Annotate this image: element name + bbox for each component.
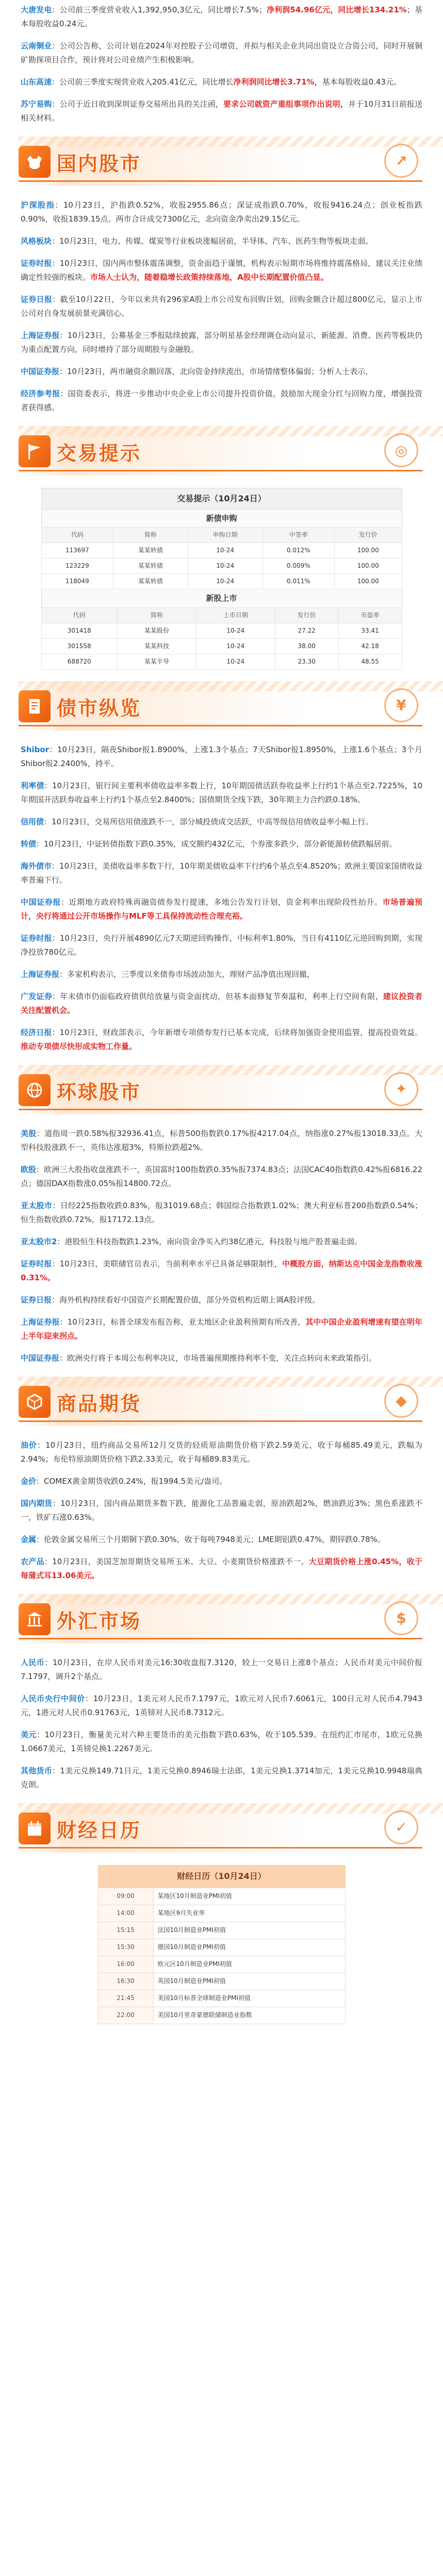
calendar-time: 09:00 [98, 1888, 153, 1905]
news-highlight: 中概股方面，纳斯达克中国金龙指数收涨0.31%。 [21, 1259, 422, 1282]
news-text: ：10月23日，美联储官员表示，当前利率水平已具备足够限制性， [52, 1259, 282, 1268]
globe-icon [19, 1074, 51, 1106]
news-text: ：海外机构持续看好中国资产长期配置价值，部分外资机构近期上调A股评级。 [52, 1295, 320, 1304]
table-cell: 33.41 [338, 623, 402, 638]
news-tag: 信用债 [21, 817, 44, 826]
news-tag: Shibor [21, 744, 50, 754]
table-header-cell: 简称 [117, 607, 196, 623]
flag-icon [19, 435, 51, 467]
section-title: 财经日历 [57, 1819, 142, 1842]
table-cell: 27.22 [275, 623, 338, 638]
calendar-event: 欧元区10月制造业PMI初值 [153, 1956, 345, 1973]
news-text: ：10月23日，美国芝加哥期货交易所玉米、大豆、小麦期货价格涨跌不一。 [44, 1556, 309, 1566]
news-tag: 经济参考报 [21, 389, 60, 398]
calendar-time: 21:45 [98, 1990, 153, 2007]
news-tag: 经济日报 [21, 1027, 52, 1037]
table-cell: 688720 [41, 654, 117, 669]
table-cell: 113697 [41, 543, 113, 558]
table-header-cell: 发行价 [275, 607, 338, 623]
document-icon [19, 690, 51, 722]
news-text: ：10月23日，银行间主要利率债收益率多数上行，10年期国债活跃券收益率上行约1个基点至2.7225%，10年期国开活跃券收益率上行约1个基点至2.8400%；国债期货全线下跌，30年期主力合约跌0.18%。 [21, 781, 422, 804]
news-text: ：10月23日，衡量美元对六种主要货币的美元指数下跌0.63%，收于105.539。在纽约汇市尾市，1欧元兑换1.0667美元，1英镑兑换1.2267美元。 [21, 1730, 422, 1753]
news-text: ：10月23日，隔夜Shibor报1.8900%，上涨1.3个基点；7天Shibor报1.8950%，上涨1.6个基点；3个月Shibor报2.2400%，持平。 [21, 744, 422, 768]
news-text: 基本每股收益0.43元。 [322, 77, 401, 87]
a_stock-paragraph [0, 365, 443, 379]
global-paragraph [0, 1127, 443, 1155]
section-header-fx [0, 1594, 443, 1643]
header-stripe [19, 1594, 443, 1604]
bond-paragraph [0, 859, 443, 887]
news-text: ：10月23日，电力、传媒、煤炭等行业板块涨幅居前，半导体、汽车、医药生物等板块走弱。 [52, 236, 373, 246]
news-tag: 金价 [21, 1476, 37, 1486]
header-stripe [19, 1803, 443, 1814]
calendar-time: 16:30 [98, 1973, 153, 1990]
news-tag: 油价 [21, 1440, 38, 1450]
table-cell: 118049 [41, 574, 113, 589]
news-text: ：10月23日，标普全球发布报告称，亚太地区企业盈利预期有所改善， [59, 1317, 306, 1327]
news-text: ：多家机构表示，三季度以来债券市场波动加大，理财产品净值出现回撤， [59, 969, 315, 979]
news-text: ：欧洲三大股指收盘涨跌不一，英国富时100指数跌0.35%报7374.83点；法国CAC40指数跌0.42%报6816.22点；德国DAX指数涨0.05%报14800.72点。 [21, 1164, 422, 1188]
news-highlight: 市场人士认为，随着稳增长政策持续落地，A股中长期配置价值凸显。 [90, 273, 329, 282]
a_stock-paragraph [0, 234, 443, 248]
news-text: ：COMEX黄金期货收跌0.24%，报1994.5美元/盎司。 [36, 1476, 227, 1486]
global-paragraph [0, 1293, 443, 1307]
section-title: 外汇市场 [57, 1609, 142, 1633]
cube-icon [19, 1386, 51, 1418]
news-tag: 风格板块 [21, 236, 52, 246]
news-text: ：日经225指数收跌0.83%，报31019.68点；韩国综合指数跌1.02%；澳大利亚标普200指数跌0.54%；恒生指数收跌0.72%，报17172.13点。 [21, 1200, 422, 1224]
news-text: ：10月23日，纽约商品交易所12月交货的轻质原油期货价格下跌2.59美元，收于每桶85.49美元，跌幅为2.94%；布伦特原油期货价格下跌2.33美元，收于每桶89.83美元。 [21, 1440, 422, 1464]
commodity-paragraph [0, 1438, 443, 1466]
news-tag: 大唐发电 [21, 5, 52, 14]
table-header-cell: 申购日期 [188, 528, 262, 543]
finance-calendar [98, 1865, 346, 2024]
header-stripe [19, 426, 443, 436]
decor-circle-icon: ✦ [384, 1072, 418, 1106]
news-tag: 中国证券报 [21, 1353, 60, 1363]
news-tag: 亚太股市 [21, 1200, 53, 1210]
calendar-time: 22:00 [98, 2007, 153, 2024]
news-text: ：公司前三季度实现营业收入205.41亿元，同比增长 [52, 77, 234, 87]
table-row [41, 574, 402, 589]
fx-paragraph [0, 1656, 443, 1684]
commodity-paragraph [0, 1475, 443, 1488]
decor-circle-icon: ✓ [384, 1810, 418, 1844]
news-text: ：年末债市仍面临政府债供给放量与资金面扰动，但基本面修复节奏温和，利率上行空间有限， [52, 991, 383, 1001]
news-tag: 农产品 [21, 1556, 44, 1566]
decor-circle-icon: $ [384, 1601, 418, 1635]
header-line [19, 1847, 422, 1849]
section-header-bond [0, 681, 443, 731]
fx-paragraph [0, 1728, 443, 1756]
table-header-cell: 简称 [113, 528, 188, 543]
new-listing-title: 新股上市 [41, 589, 402, 607]
news-highlight: 其中中国企业盈利增速有望在明年上半年迎来拐点。 [21, 1317, 422, 1341]
news-text: ：伦敦金属交易所三个月期铜下跌0.30%，收于每吨7948美元；LME期铝跌0.47%，期锌跌0.78%。 [36, 1534, 385, 1544]
news-tag: 证券日报 [21, 295, 53, 304]
table-header-cell: 市盈率 [338, 607, 402, 623]
table-cell: 10-24 [188, 558, 262, 574]
news-tag: 其他货币 [21, 1766, 53, 1775]
table-row [41, 638, 402, 654]
trade-tip-table [41, 488, 402, 670]
global-news [0, 1127, 443, 1365]
news-text: ：10月23日，国内两市整体震荡调整，资金面趋于谨慎，机构表示短期市场将维持震荡格局，建议关注业绩确定性较强的板块。 [21, 259, 422, 282]
section-title: 交易提示 [57, 442, 142, 465]
news-tag: 证券时报 [21, 1259, 52, 1268]
table-row [41, 623, 402, 638]
header-stripe [19, 1065, 443, 1075]
opening-paragraph [0, 97, 443, 125]
news-tag: 人民币央行中间价 [21, 1693, 86, 1703]
commodity-paragraph [0, 1555, 443, 1583]
table-row [41, 558, 402, 574]
bond-paragraph [0, 743, 443, 771]
table-cell: 100.00 [334, 543, 402, 558]
news-tag: 上海证券报 [21, 1317, 60, 1327]
news-tag: 山东高速 [21, 77, 52, 87]
news-text: ：10月23日，沪指跌0.52%，收报2955.86点；深证成指跌0.70%，收报9416.24点；创业板指跌0.90%，收报1839.15点。两市合计成交7300亿元，北向资金净卖出29.15亿元。 [21, 200, 422, 224]
header-line [19, 180, 422, 182]
bond-paragraph [0, 815, 443, 829]
table-cell: 10-24 [196, 638, 275, 654]
news-tag: 苏宁易购 [21, 99, 52, 109]
bond-paragraph [0, 1026, 443, 1054]
table-header-cell: 代码 [41, 607, 117, 623]
news-text: ：10月23日，财政部表示，今年新增专项债券发行已基本完成，后续将加强资金使用监管，提高投资效益。 [52, 1027, 422, 1037]
header-line [19, 1638, 422, 1639]
section-title: 国内股市 [57, 152, 142, 175]
table-cell: 0.012% [262, 543, 334, 558]
opening-paragraph [0, 39, 443, 67]
a-stock-news [0, 198, 443, 415]
calendar-time: 15:15 [98, 1922, 153, 1939]
table-cell: 301418 [41, 623, 117, 638]
calendar-title: 财经日历（10月24日） [98, 1865, 346, 1888]
table-cell: 10-24 [188, 543, 262, 558]
news-text: ：10月23日，中证转债指数下跌0.35%，成交额约432亿元，个券涨多跌少，部分新能源转债跌幅居前。 [36, 839, 397, 849]
news-tag: 海外债市 [21, 861, 52, 871]
fx-paragraph [0, 1764, 443, 1792]
header-line [19, 1109, 422, 1110]
global-paragraph [0, 1199, 443, 1227]
bull-icon [19, 146, 51, 178]
calendar-event: 法国10月制造业PMI初值 [153, 1922, 345, 1939]
opening-paragraph [0, 3, 443, 31]
table-cell: 48.55 [338, 654, 402, 669]
global-paragraph [0, 1235, 443, 1249]
news-text: ：国资委表示，将进一步推动中央企业上市公司提升投资价值，鼓励加大现金分红与回购力度，增强投资者获得感。 [21, 389, 422, 412]
news-text: ：公司前三季度营业收入1,392,950,3亿元，同比增长7.5%； [52, 5, 267, 14]
news-text: ：10月23日，美债收益率多数下行，10年期美债收益率下行约6个基点至4.8520%；欧洲主要国家国债收益率普遍下行。 [21, 861, 422, 885]
commodity-paragraph [0, 1497, 443, 1524]
section-title: 债市纵览 [57, 697, 142, 720]
opening-news [0, 0, 443, 125]
news-text: ：公司于近日收到深圳证券交易所出具的关注函， [52, 99, 224, 109]
bond-news [0, 743, 443, 1054]
news-tag: 国内期货 [21, 1498, 53, 1508]
a_stock-paragraph [0, 257, 443, 284]
calendar-row [98, 1956, 345, 1973]
table-header-cell: 发行价 [334, 528, 402, 543]
table-cell: 123229 [41, 558, 113, 574]
news-text: ：截至10月22日，今年以来共有296家A股上市公司发布回购计划，回购金额合计超过800亿元，显示上市公司对自身发展前景充满信心。 [21, 295, 422, 318]
global-paragraph [0, 1257, 443, 1285]
bond-paragraph [0, 895, 443, 923]
table-row [41, 654, 402, 669]
a_stock-paragraph [0, 329, 443, 357]
new-listing-table [41, 607, 402, 670]
news-text: ：近期地方政府特殊再融资债券发行提速，多地公告发行计划，资金利率出现阶段性抬升。 [60, 897, 383, 907]
calendar-event: 某地区9月失业率 [153, 1905, 345, 1922]
news-text: ：10月23日，两市融资余额回落，北向资金持续流出，市场情绪整体偏弱；分析人士表示， [59, 367, 373, 376]
section-header-global [0, 1065, 443, 1114]
news-text: ：10月23日，1美元对人民币7.1797元，1欧元对人民币7.6061元，100日元对人民币4.7943元，1港元对人民币0.91763元，1英镑对人民币8.7312元。 [21, 1693, 422, 1717]
news-tag: 证券时报 [21, 259, 52, 268]
calendar-time: 16:00 [98, 1956, 153, 1973]
news-tag: 云南铜业 [21, 41, 52, 50]
news-text: ；基本每股收益0.24元。 [21, 5, 422, 28]
news-tag: 广发证券 [21, 991, 53, 1001]
header-line [19, 725, 422, 726]
a_stock-paragraph [0, 293, 443, 320]
news-tag: 中国证券报 [21, 897, 61, 907]
bond-paragraph [0, 837, 443, 851]
header-line [19, 470, 422, 471]
section-header-a-stock [0, 137, 443, 186]
decor-circle-icon: ◆ [384, 1384, 418, 1418]
table-cell: 0.011% [262, 574, 334, 589]
calendar-event: 英国10月制造业PMI初值 [153, 1973, 345, 1990]
calendar-event: 德国10月制造业PMI初值 [153, 1939, 345, 1956]
commodity-paragraph [0, 1533, 443, 1547]
news-tag: 中国证券报 [21, 367, 60, 376]
table-cell: 某某科技 [117, 638, 196, 654]
bank-icon [19, 1603, 51, 1635]
global-paragraph [0, 1163, 443, 1191]
calendar-table [98, 1888, 346, 2024]
table-cell: 100.00 [334, 558, 402, 574]
table-cell: 某某转债 [113, 558, 188, 574]
table-row [41, 543, 402, 558]
bond-paragraph [0, 968, 443, 981]
trade-table-title: 交易提示（10月24日） [41, 488, 402, 510]
header-line [19, 1420, 422, 1422]
section-title: 商品期货 [57, 1392, 142, 1415]
news-text: 并于10月31日前报送相关材料。 [21, 99, 422, 123]
header-stripe [19, 1377, 443, 1387]
section-title: 环球股市 [57, 1080, 142, 1104]
calendar-row [98, 1973, 345, 1990]
news-tag: 美元 [21, 1730, 37, 1739]
calendar-row [98, 2007, 345, 2024]
news-tag: 沪深股指 [21, 200, 55, 210]
fx-news [0, 1656, 443, 1792]
opening-paragraph [0, 75, 443, 89]
table-header-cell: 代码 [41, 528, 113, 543]
news-tag: 金属 [21, 1534, 37, 1544]
news-highlight: 大豆期货价格上涨0.45%，收于每蒲式耳13.06美元。 [21, 1556, 422, 1580]
table-cell: 某某股份 [117, 623, 196, 638]
news-text: ：10月23日，央行开展4890亿元7天期逆回购操作，中标利率1.80%，当日有4110亿元逆回购到期，实现净投放780亿元。 [21, 933, 422, 957]
news-highlight: 推动专项债尽快形成实物工作量。 [21, 1041, 137, 1051]
table-cell: 某某转债 [113, 543, 188, 558]
news-tag: 美股 [21, 1128, 37, 1138]
table-cell: 100.00 [334, 574, 402, 589]
table-cell: 10-24 [196, 654, 275, 669]
new-bond-title: 新债申购 [41, 510, 402, 527]
table-header-cell: 中签率 [262, 528, 334, 543]
fx-paragraph [0, 1692, 443, 1720]
decor-circle-icon: ↗ [384, 144, 418, 178]
news-text: ：10月23日，国内商品期货多数下跌，能源化工品普遍走弱，原油跌超2%，燃油跌近3%；黑色系涨跌不一，铁矿石涨0.63%。 [21, 1498, 422, 1522]
calendar-event: 某地区10月制造业PMI初值 [153, 1888, 345, 1905]
calendar-icon [19, 1812, 51, 1844]
news-highlight: 市场普遍预计，央行将通过公开市场操作与MLF等工具保持流动性合理充裕。 [21, 897, 422, 921]
table-cell: 10-24 [188, 574, 262, 589]
bond-paragraph [0, 779, 443, 807]
calendar-event: 美国10月里奇蒙德联储制造业指数 [153, 2007, 345, 2024]
news-tag: 亚太股市2 [21, 1236, 57, 1246]
news-text: 净利润同比增长3.71%， [233, 77, 322, 87]
bond-paragraph [0, 990, 443, 1018]
calendar-row [98, 1905, 345, 1922]
bond-paragraph [0, 931, 443, 959]
table-cell: 301558 [41, 638, 117, 654]
table-cell: 38.00 [275, 638, 338, 654]
news-text: ：10月23日，交易所信用债涨跌不一，部分城投债成交活跃，中高等级信用债收益率小幅上行。 [44, 817, 373, 826]
section-header-trade [0, 426, 443, 476]
calendar-row [98, 1990, 345, 2007]
header-stripe [19, 681, 443, 691]
table-cell: 某某转债 [113, 574, 188, 589]
news-text: ：公司公告称，公司计划在2024年对控股子公司增资，并拟与相关企业共同出资设立合资公司，同时开展铜矿勘探项目合作，预计将对公司业绩产生积极影响。 [21, 41, 422, 64]
a_stock-paragraph [0, 198, 443, 226]
calendar-event: 美国10月标普全球制造业PMI初值 [153, 1990, 345, 2007]
commodity-news [0, 1438, 443, 1583]
news-tag: 证券时报 [21, 933, 52, 943]
table-cell: 某某半导 [117, 654, 196, 669]
news-text: ：港股恒生科技指数跌1.23%，南向资金净买入约38亿港元，科技股与地产股普遍走弱。 [57, 1236, 363, 1246]
news-text: 净利润54.96亿元，同比增长134.21% [266, 5, 407, 14]
news-tag: 上海证券报 [21, 969, 60, 979]
table-cell: 23.30 [275, 654, 338, 669]
new-bond-table [41, 527, 402, 589]
table-cell: 0.009% [262, 558, 334, 574]
news-tag: 证券日报 [21, 1295, 52, 1304]
header-stripe [19, 137, 443, 147]
news-highlight: 建议投资者关注配置机会。 [21, 991, 422, 1015]
news-text: ：10月23日，在岸人民币对美元16:30收盘报7.3120，较上一交易日上涨8个基点；人民币对美元中间价报7.1797，调升2个基点。 [21, 1657, 422, 1681]
calendar-time: 14:00 [98, 1905, 153, 1922]
section-header-commodity [0, 1377, 443, 1426]
news-tag: 人民币 [21, 1657, 45, 1667]
news-text: ：道指周一跌0.58%报32936.41点，标普500指数跌0.17%报4217.04点，纳指涨0.27%报13018.33点。大型科技股涨跌不一，英伟达涨超3%，特斯拉跌超2%。 [21, 1128, 422, 1152]
calendar-row [98, 1939, 345, 1956]
news-tag: 利率债 [21, 781, 44, 790]
calendar-time: 15:30 [98, 1939, 153, 1956]
calendar-row [98, 1888, 345, 1905]
global-paragraph [0, 1351, 443, 1365]
news-tag: 转债 [21, 839, 37, 849]
calendar-row [98, 1922, 345, 1939]
table-cell: 10-24 [196, 623, 275, 638]
global-paragraph [0, 1315, 443, 1343]
section-header-calendar [0, 1803, 443, 1853]
news-text: ：欧洲央行将于本周公布利率决议，市场普遍预期维持利率不变，关注点转向未来政策指引。 [59, 1353, 377, 1363]
table-cell: 42.18 [338, 638, 402, 654]
a_stock-paragraph [0, 387, 443, 415]
news-text: ：1美元兑换149.71日元，1美元兑换0.8946瑞士法郎，1美元兑换1.3714加元，1美元兑换10.9948瑞典克朗。 [21, 1766, 422, 1789]
decor-circle-icon: ¥ [384, 688, 418, 722]
decor-circle-icon: ◎ [384, 433, 418, 467]
news-text: ：10月23日，公募基金三季报陆续披露，部分明星基金经理调仓动向显示，新能源、消费、医药等板块仍为重点配置方向，同时增持了部分周期股与金融股。 [21, 331, 422, 354]
news-tag: 上海证券报 [21, 331, 60, 340]
table-header-cell: 上市日期 [196, 607, 275, 623]
news-tag: 欧股 [21, 1164, 37, 1174]
news-text: 要求公司就资产重组事项作出说明， [223, 99, 348, 109]
